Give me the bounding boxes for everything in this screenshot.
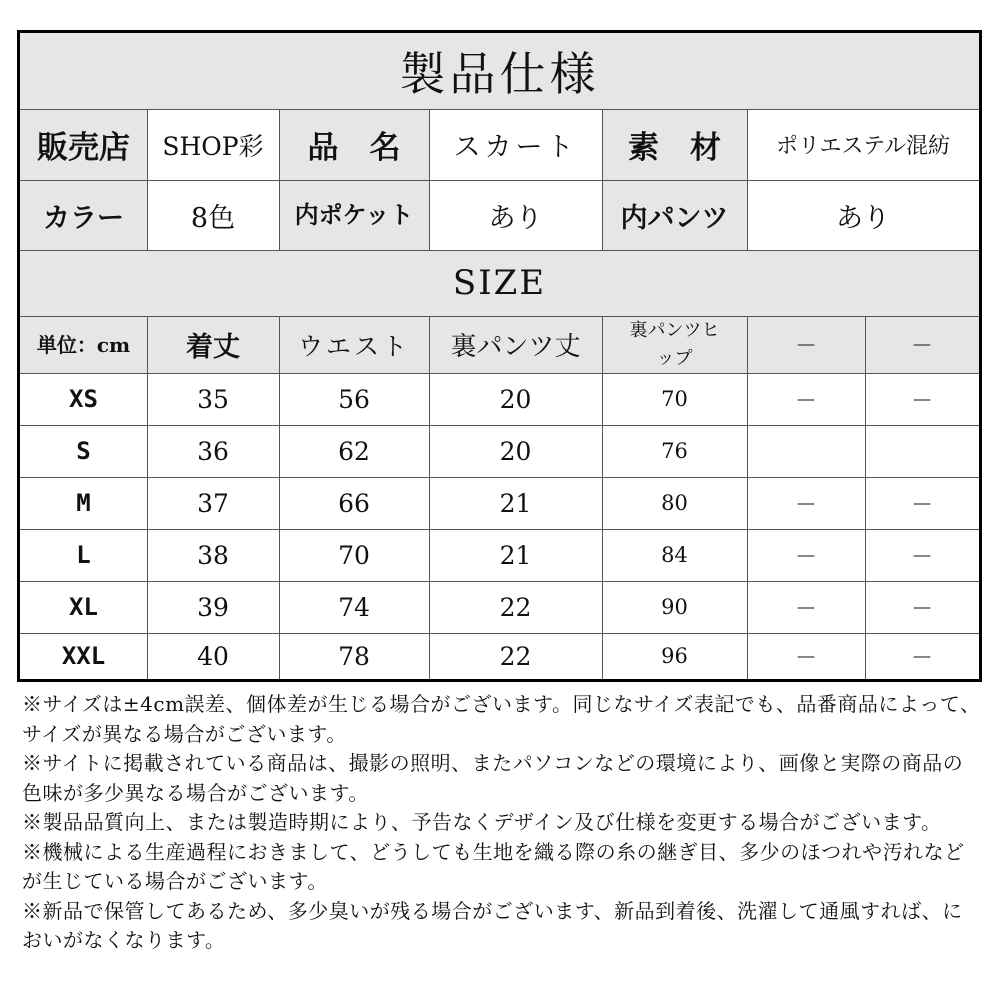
header-inner-pants-hip: 裏パンツヒップ <box>602 316 747 373</box>
title-text: 製品仕様 <box>399 47 600 101</box>
inner-length-value: 21 <box>499 488 532 518</box>
grid-line <box>602 316 603 679</box>
inner-hip-value: 84 <box>661 543 688 567</box>
length-value: 36 <box>197 436 229 466</box>
header-extra-2: － <box>865 316 979 373</box>
grid-line <box>147 316 148 679</box>
header-waist: ウエスト <box>279 316 429 373</box>
size-label: XXL <box>61 642 106 670</box>
inner-length-value: 22 <box>499 641 532 671</box>
spec-row-1 <box>20 109 979 180</box>
inner-length-value: 20 <box>499 384 532 414</box>
inner-hip-value: 70 <box>661 387 688 411</box>
inner-hip-value: 76 <box>661 439 688 463</box>
note-item: ※機械による生産過程におきまして、どうしても生地を織る際の糸の継ぎ目、多少のほつれや汚れなどが生じている場合がございます。 <box>22 839 965 893</box>
inner-hip-value: 80 <box>661 491 688 515</box>
length-value: 35 <box>197 384 229 414</box>
grid-line <box>147 109 148 250</box>
shop-value: SHOP彩 <box>162 131 264 161</box>
grid-line <box>20 633 979 634</box>
grid-line <box>20 529 979 530</box>
color-label: カラー <box>20 180 147 250</box>
material-value: ポリエステル混紡 <box>775 134 951 159</box>
grid-line <box>20 425 979 426</box>
extra-value-1: － <box>794 544 817 570</box>
grid-line <box>20 373 979 374</box>
grid-line <box>20 477 979 478</box>
header-length: 着丈 <box>147 316 279 373</box>
extra-value-2: － <box>910 388 933 414</box>
length-value: 40 <box>197 641 229 671</box>
note-item: ※新品で保管してあるため、多少臭いが残る場合がございます、新品到着後、洗濯して通風すれば、においがなくなります。 <box>22 898 963 952</box>
extra-value-1: － <box>794 645 817 671</box>
table-row <box>20 425 979 477</box>
table-row <box>20 529 979 581</box>
waist-value: 56 <box>338 384 370 414</box>
extra-value-1: － <box>794 388 817 414</box>
grid-line <box>602 109 603 250</box>
grid-line <box>429 316 430 679</box>
note-item: ※サイトに掲載されている商品は、撮影の照明、またパソコンなどの環境により、画像と実際の商品の色味が多少異なる場合がございます。 <box>22 751 964 805</box>
size-label: M <box>76 489 91 517</box>
size-label: S <box>76 437 91 465</box>
waist-value: 70 <box>338 540 370 570</box>
spec-row-2 <box>20 180 979 250</box>
grid-line <box>20 316 979 317</box>
waist-value: 66 <box>338 488 370 518</box>
size-label: L <box>76 541 91 569</box>
inner-length-value: 20 <box>499 436 532 466</box>
material-label: 素 材 <box>602 109 747 180</box>
table-row <box>20 581 979 633</box>
extra-value-2: － <box>910 544 933 570</box>
name-label: 品 名 <box>279 109 429 180</box>
grid-line <box>747 316 748 679</box>
shop-label: 販売店 <box>20 109 147 180</box>
extra-value-2 <box>865 425 979 477</box>
length-value: 39 <box>197 592 229 622</box>
table-title <box>20 33 979 109</box>
waist-value: 62 <box>338 436 370 466</box>
grid-line <box>20 581 979 582</box>
extra-value-2: － <box>910 596 933 622</box>
header-extra-1: － <box>747 316 865 373</box>
table-row <box>20 477 979 529</box>
pocket-value: あり <box>488 202 543 234</box>
spec-table <box>17 30 982 682</box>
note-item: ※サイズは±4cm誤差、個体差が生じる場合がございます。同じなサイズ表記でも、品番商品によって、サイズが異なる場合がございます。 <box>22 692 981 746</box>
pocket-label: 内ポケット <box>279 180 429 250</box>
pants-value: あり <box>836 202 890 234</box>
length-value: 37 <box>197 488 229 518</box>
waist-value: 78 <box>338 641 370 671</box>
grid-line <box>279 109 280 250</box>
size-title <box>20 250 979 316</box>
note-item: ※製品品質向上、または製造時期により、予告なくデザイン及び仕様を変更する場合がございます。 <box>22 810 942 834</box>
color-value: 8色 <box>190 202 236 234</box>
title-row <box>20 33 979 109</box>
header-unit: 単位：cm <box>20 316 147 373</box>
size-label: XS <box>69 385 98 413</box>
grid-line <box>20 250 979 251</box>
grid-line <box>747 109 748 250</box>
extra-value-1: － <box>794 492 817 518</box>
table-row <box>20 633 979 679</box>
size-title-text: SIZE <box>452 263 547 303</box>
table-row <box>20 373 979 425</box>
grid-line <box>20 180 979 181</box>
length-value: 38 <box>197 540 229 570</box>
size-header-row <box>20 316 979 373</box>
grid-line <box>20 109 979 110</box>
inner-length-value: 22 <box>499 592 532 622</box>
inner-length-value: 21 <box>499 540 532 570</box>
extra-value-2: － <box>910 645 933 671</box>
grid-line <box>865 316 866 679</box>
header-inner-pants-length: 裏パンツ丈 <box>429 316 602 373</box>
grid-line <box>279 316 280 679</box>
waist-value: 74 <box>338 592 370 622</box>
extra-value-1 <box>747 425 865 477</box>
pants-label: 内パンツ <box>602 180 747 250</box>
extra-value-1: － <box>794 596 817 622</box>
notes <box>22 690 982 956</box>
size-label: XL <box>69 593 98 621</box>
inner-hip-value: 90 <box>661 595 688 619</box>
name-value: スカート <box>453 132 578 163</box>
inner-hip-value: 96 <box>661 644 688 668</box>
grid-line <box>429 109 430 250</box>
extra-value-2: － <box>910 492 933 518</box>
size-title-row <box>20 250 979 316</box>
